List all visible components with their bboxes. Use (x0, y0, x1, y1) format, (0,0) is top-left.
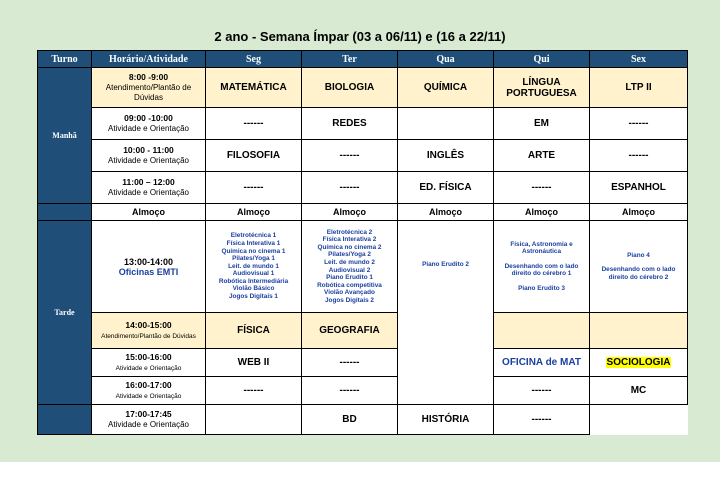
subject-cell: INGLÊS (398, 140, 494, 172)
subject-cell: ESPANHOL (590, 172, 688, 204)
turno-manha: Manhã (38, 68, 92, 204)
time-cell (92, 377, 206, 405)
lunch-cell: Almoço (206, 204, 302, 221)
subject-cell: GEOGRAFIA (302, 313, 398, 349)
subject-cell: LTP II (590, 68, 688, 108)
subject-cell: ------ (494, 172, 590, 204)
subject-cell: ------ (206, 377, 302, 405)
lunch-cell: Almoço (494, 204, 590, 221)
activity-label: Atividade e Orientação (108, 188, 189, 197)
workshop-list-seg (206, 221, 302, 313)
activity-label: Oficinas EMTI (118, 266, 179, 277)
time-cell (92, 221, 206, 313)
emti-row (38, 221, 688, 313)
list-item: Química no cinema 1 (221, 247, 286, 255)
subject-cell: BIOLOGIA (302, 68, 398, 108)
subject-cell: ------ (302, 349, 398, 377)
list-item: Audiovisual 2 (328, 266, 371, 274)
subject-cell (206, 405, 302, 435)
table-row (38, 172, 688, 204)
subject-cell: ------ (302, 140, 398, 172)
turno-spacer (38, 204, 92, 221)
subject-cell: ------ (494, 405, 590, 435)
header-row (38, 51, 688, 68)
activity-label: Atividade e Orientação (108, 420, 189, 429)
lunch-cell: Almoço (398, 204, 494, 221)
list-item: Piano Erudito 3 (518, 284, 565, 292)
activity-label: Atividade e Orientação (108, 124, 189, 133)
list-item: Piano 4 (627, 251, 650, 259)
table-row (38, 377, 688, 405)
list-item: Física Interativa 2 (322, 236, 377, 244)
subject-cell (494, 313, 590, 349)
table-row (38, 405, 688, 435)
list-item: Piano Erudito 2 (422, 261, 469, 268)
list-item: Piano Erudito 1 (326, 274, 373, 282)
time-label: 16:00-17:00 (125, 379, 172, 390)
lunch-cell: Almoço (590, 204, 688, 221)
time-label: 15:00-16:00 (125, 351, 172, 362)
subject-cell: FILOSOFIA (206, 140, 302, 172)
list-item: Física, Astronomia e Astronáutica (510, 240, 573, 256)
list-item: Eletrotécnica 1 (230, 232, 277, 240)
lunch-row (38, 204, 688, 221)
list-item (496, 256, 587, 263)
subject-cell: ------ (494, 377, 590, 405)
list-item: Pilates/Yoga 2 (328, 251, 371, 259)
table-row (38, 140, 688, 172)
header-horario: Horário/Atividade (92, 51, 206, 68)
header-turno: Turno (38, 51, 92, 68)
subject-cell: QUÍMICA (398, 68, 494, 108)
table-row (38, 313, 688, 349)
workshop-list-ter (302, 221, 398, 313)
list-item: Pilates/Yoga 1 (232, 255, 275, 263)
list-item: Leit. de mundo 2 (324, 258, 375, 266)
header-qua: Qua (398, 51, 494, 68)
subject-cell: FÍSICA (206, 313, 302, 349)
list-item: Química no cinema 2 (317, 243, 382, 251)
subject-cell: ------ (590, 140, 688, 172)
subject-cell: BD (302, 405, 398, 435)
time-label: 11:00 – 12:00 (122, 177, 175, 187)
time-cell (92, 140, 206, 172)
activity-label: Atendimento/Plantão de Dúvidas (105, 83, 192, 102)
subject-cell: MC (590, 377, 688, 405)
list-item: Violão Avançado (324, 289, 375, 297)
time-cell (92, 108, 206, 140)
subject-cell (590, 313, 688, 349)
time-label: 17:00-17:45 (125, 409, 172, 419)
lunch-cell: Almoço (92, 204, 206, 221)
time-label: 8:00 -9:00 (128, 72, 169, 82)
time-cell (92, 313, 206, 349)
subject-cell: EM (494, 108, 590, 140)
header-ter: Ter (302, 51, 398, 68)
subject-cell (398, 108, 494, 140)
list-item: Desenhando com o lado direito do cérebro 1 (504, 262, 579, 278)
subject-cell: ------ (206, 108, 302, 140)
time-cell (92, 349, 206, 377)
list-item: Audiovisual 1 (232, 270, 275, 278)
subject-cell: WEB II (206, 349, 302, 377)
list-item (496, 278, 587, 285)
highlighted-subject: SOCIOLOGIA (606, 357, 671, 368)
subject-cell: HISTÓRIA (398, 405, 494, 435)
list-item: Física Interativa 1 (226, 239, 281, 247)
subject-cell (590, 349, 688, 377)
list-item: Eletrotécnica 2 (326, 228, 373, 236)
list-item: Robótica Intermediária (218, 277, 289, 285)
subject-cell: ED. FÍSICA (398, 172, 494, 204)
page-title: 2 ano - Semana Ímpar (03 a 06/11) e (16 a 22/11) (214, 29, 506, 44)
time-label: 09:00 -10:00 (124, 113, 173, 123)
time-label: 10:00 - 11:00 (123, 145, 174, 155)
list-item (592, 259, 685, 266)
activity-label: Atividade e Orientação (108, 156, 189, 165)
turno-tarde: Tarde (38, 221, 92, 405)
subject-cell: ------ (302, 172, 398, 204)
list-item: Violão Básico (232, 285, 275, 293)
workshop-list-sex (590, 221, 688, 313)
table-row (38, 349, 688, 377)
time-cell (92, 405, 206, 435)
list-item: Jogos Digitais 1 (228, 293, 278, 301)
turno-spacer (38, 405, 92, 435)
workshop-list-qua (398, 221, 494, 405)
list-item: Jogos Digitais 2 (324, 296, 374, 304)
table-row (38, 68, 688, 108)
header-qui: Qui (494, 51, 590, 68)
subject-cell: LÍNGUA PORTUGUESA (494, 68, 590, 108)
list-item: Leit. de mundo 1 (228, 262, 279, 270)
activity-label: Atividade e Orientação (115, 364, 182, 372)
subject-cell: ------ (302, 377, 398, 405)
list-item: Robótica competitiva (317, 281, 382, 289)
lunch-cell: Almoço (302, 204, 398, 221)
subject-cell: MATEMÁTICA (206, 68, 302, 108)
subject-cell: ------ (590, 108, 688, 140)
subject-cell: ------ (206, 172, 302, 204)
subject-cell: OFICINA de MAT (494, 349, 590, 377)
time-label: 13:00-14:00 (123, 256, 174, 267)
activity-label: Atendimento/Plantão de Dúvidas (101, 332, 196, 340)
activity-label: Atividade e Orientação (115, 392, 182, 400)
header-sex: Sex (590, 51, 688, 68)
schedule-table (37, 50, 688, 435)
subject-cell: REDES (302, 108, 398, 140)
table-row (38, 108, 688, 140)
workshop-list-qui (494, 221, 590, 313)
header-seg: Seg (206, 51, 302, 68)
time-cell (92, 172, 206, 204)
list-item: Desenhando com o lado direito do cérebro 2 (601, 266, 676, 281)
subject-cell: ARTE (494, 140, 590, 172)
time-cell (92, 68, 206, 108)
time-label: 14:00-15:00 (125, 319, 172, 330)
